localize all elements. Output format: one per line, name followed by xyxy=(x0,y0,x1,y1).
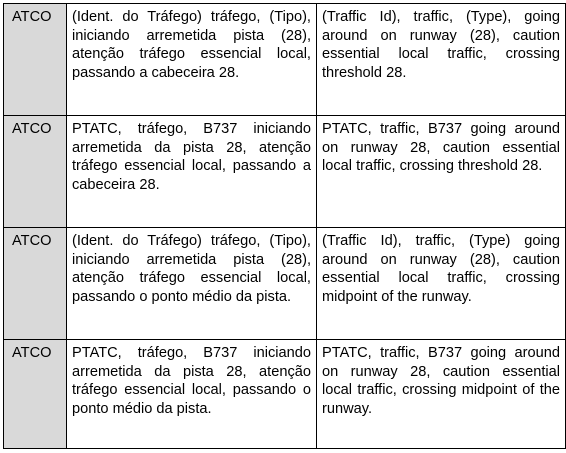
portuguese-phrase-cell: PTATC, tráfego, B737 iniciando arremetida da pista 28, atenção tráfego essencial local, passando o ponto médio da pista. xyxy=(67,340,317,449)
table-row xyxy=(4,340,566,449)
portuguese-phrase-cell: PTATC, tráfego, B737 iniciando arremetida da pista 28, atenção tráfego essencial local, passando a cabeceira 28. xyxy=(67,116,317,228)
english-phrase-cell: PTATC, traffic, B737 going around on runway 28, caution essential local traffic, crossing midpoint of the runway. xyxy=(317,340,566,449)
portuguese-phrase-cell: (Ident. do Tráfego) tráfego, (Tipo), iniciando arremetida pista (28), atenção tráfego essencial local, passando o ponto médio da pista. xyxy=(67,228,317,340)
portuguese-phrase-cell: (Ident. do Tráfego) tráfego, (Tipo), iniciando arremetida pista (28), atenção tráfego essencial local, passando a cabeceira 28. xyxy=(67,4,317,116)
speaker-cell: ATCO xyxy=(4,228,67,340)
english-phrase-cell: (Traffic Id), traffic, (Type) going around on runway (28), caution essential local traffic, crossing midpoint of the runway. xyxy=(317,228,566,340)
english-phrase-cell: (Traffic Id), traffic, (Type), going around on runway (28), caution essential local traffic, crossing threshold 28. xyxy=(317,4,566,116)
table-row xyxy=(4,4,566,116)
speaker-cell: ATCO xyxy=(4,340,67,449)
table-row xyxy=(4,228,566,340)
phraseology-table xyxy=(3,3,566,449)
speaker-cell: ATCO xyxy=(4,4,67,116)
english-phrase-cell: PTATC, traffic, B737 going around on runway 28, caution essential local traffic, crossing threshold 28. xyxy=(317,116,566,228)
speaker-cell: ATCO xyxy=(4,116,67,228)
table-row xyxy=(4,116,566,228)
